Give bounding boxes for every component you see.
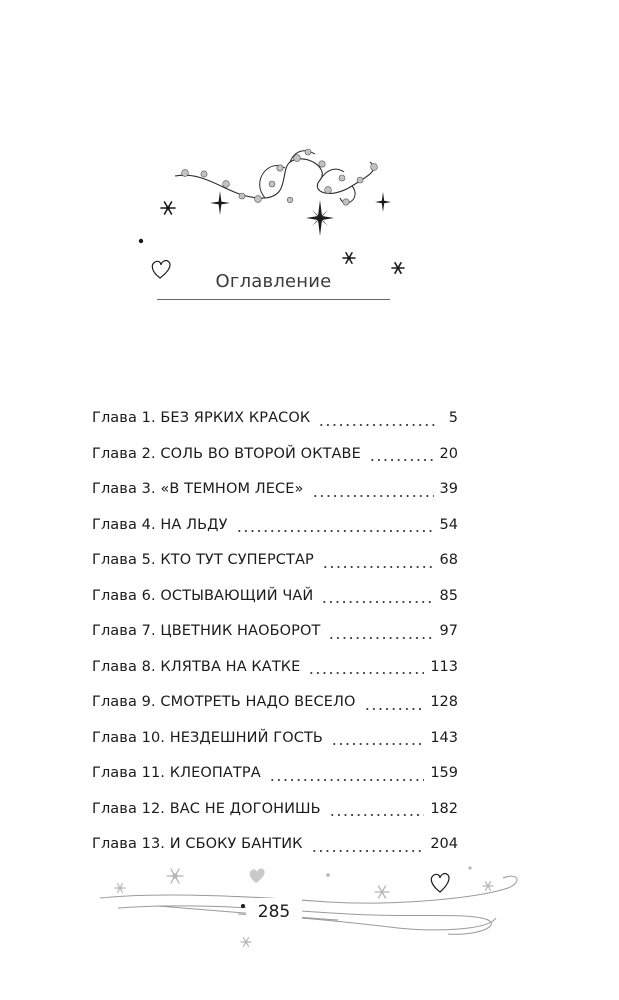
heart-icon	[250, 869, 265, 883]
toc-entry[interactable]	[92, 403, 458, 439]
dot-leader	[322, 565, 434, 569]
heading-underline	[157, 299, 390, 300]
toc-entry-title: Глава 3. «В ТЕМНОМ ЛЕСЕ»	[92, 481, 304, 497]
toc-entry-page: 159	[430, 765, 458, 781]
dot-leader	[331, 742, 424, 746]
dot-leader	[311, 849, 425, 853]
dot-icon	[468, 866, 471, 869]
snowflake-icon	[375, 886, 389, 898]
toc-entry[interactable]	[92, 723, 458, 759]
toc-entry[interactable]	[92, 439, 458, 475]
toc-entry-page: 113	[430, 658, 458, 675]
dot-icon	[139, 239, 143, 243]
toc-entry-page: 39	[439, 481, 458, 497]
toc-entry-title: Глава 6. ОСТЫВАЮЩИЙ ЧАЙ	[92, 587, 314, 604]
toc-entry-title: Глава 1. БЕЗ ЯРКИХ КРАСОК	[92, 410, 311, 426]
table-of-contents	[92, 403, 458, 865]
toc-entry[interactable]	[92, 474, 458, 510]
swirl-icon	[100, 876, 517, 934]
dot-leader	[328, 636, 433, 640]
toc-entry[interactable]	[92, 687, 458, 723]
dot-leader	[329, 813, 425, 817]
snowflake-icon	[343, 253, 355, 263]
dot-leader	[318, 423, 438, 427]
sparkle-icon	[306, 200, 334, 236]
toc-entry-page: 97	[439, 623, 458, 639]
toc-entry-title: Глава 11. КЛЕОПАТРА	[92, 765, 261, 781]
dot-leader	[364, 707, 425, 711]
toc-entry-page: 204	[430, 836, 458, 852]
toc-entry-page: 68	[439, 552, 458, 568]
snowflake-icon	[167, 869, 183, 883]
toc-entry-page: 85	[439, 587, 458, 604]
sparkle-icon	[210, 191, 230, 215]
toc-entry[interactable]	[92, 545, 458, 581]
footer-ornament	[98, 858, 523, 978]
toc-entry[interactable]	[92, 581, 458, 617]
toc-entry-title: Глава 4. НА ЛЬДУ	[92, 516, 228, 533]
toc-entry[interactable]	[92, 510, 458, 546]
snowflake-icon	[161, 202, 175, 214]
toc-entry[interactable]	[92, 652, 458, 688]
toc-entry-title: Глава 13. И СБОКУ БАНТИК	[92, 836, 303, 852]
toc-entry-page: 5	[448, 410, 458, 426]
toc-entry-title: Глава 12. ВАС НЕ ДОГОНИШЬ	[92, 800, 321, 817]
toc-entry-title: Глава 8. КЛЯТВА НА КАТКЕ	[92, 658, 301, 675]
snowflake-icon	[483, 882, 493, 891]
toc-entry-title: Глава 7. ЦВЕТНИК НАОБОРОТ	[92, 623, 321, 639]
page-number: 285	[246, 898, 302, 926]
toc-entry-title: Глава 9. СМОТРЕТЬ НАДО ВЕСЕЛО	[92, 694, 356, 710]
page-title: Оглавление	[215, 271, 332, 292]
garland-icon	[175, 149, 377, 205]
dot-leader	[308, 671, 424, 675]
asterisk-icon	[392, 263, 404, 273]
toc-entry-page: 182	[430, 800, 458, 817]
sparkle-icon	[375, 192, 391, 212]
toc-entry-title: Глава 2. СОЛЬ ВО ВТОРОЙ ОКТАВЕ	[92, 445, 361, 462]
toc-entry-page: 20	[439, 445, 458, 462]
toc-heading	[157, 268, 390, 302]
toc-entry-page: 128	[430, 694, 458, 710]
dot-icon	[241, 904, 245, 908]
dot-leader	[269, 778, 425, 782]
heart-icon	[431, 874, 449, 892]
toc-entry[interactable]	[92, 616, 458, 652]
dot-leader	[236, 529, 434, 533]
toc-entry-page: 54	[439, 516, 458, 533]
snowflake-icon	[115, 884, 125, 893]
dot-leader	[312, 494, 434, 498]
dot-leader	[369, 458, 434, 462]
snowflake-icon	[241, 938, 251, 947]
dot-leader	[321, 600, 433, 604]
toc-entry-page: 143	[430, 729, 458, 746]
toc-entry[interactable]	[92, 794, 458, 830]
toc-entry-title: Глава 10. НЕЗДЕШНИЙ ГОСТЬ	[92, 729, 323, 746]
toc-entry[interactable]	[92, 758, 458, 794]
toc-entry-title: Глава 5. КТО ТУТ СУПЕРСТАР	[92, 552, 314, 568]
dot-icon	[326, 873, 330, 877]
